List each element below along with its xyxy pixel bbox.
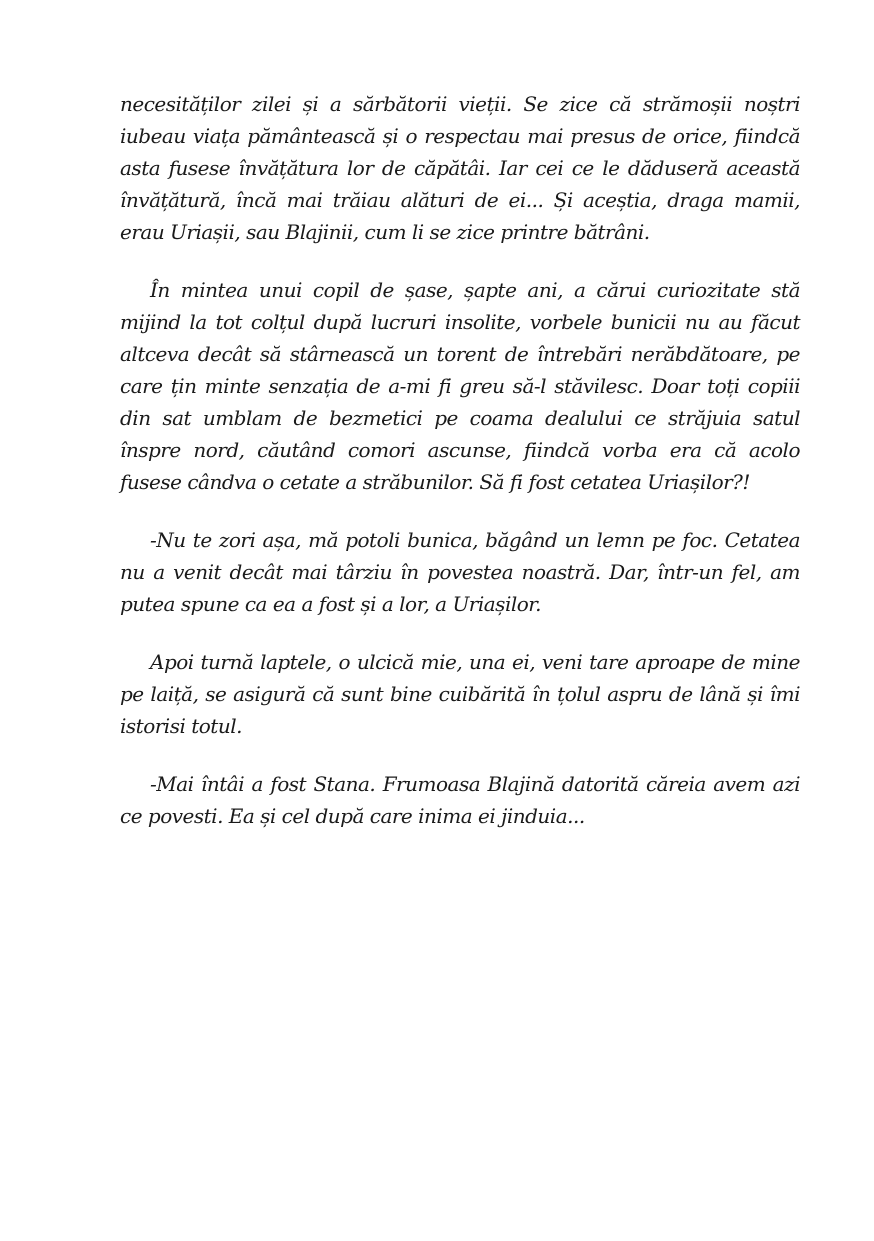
paragraph-2: În mintea unui copil de șase, șapte ani, a cărui curiozitate stă mijind la tot colțul după lucruri insolite, vorbele bunicii nu au făcut altceva decât să stârnească un torent de întrebări nerăbdătoare, pe care țin minte senzația de a-mi fi greu să-l stăvilesc. Doar toți copiii din sat umblam de bezmetici pe coama dealului ce străjuia satul înspre nord, căutând comori ascunse, fiindcă vorba era că acolo fusese cândva o cetate a străbunilor. Să fi fost cetatea Uriașilor?!	[120, 278, 800, 494]
paragraph-1: necesităților zilei și a sărbătorii vieții. Se zice că strămoșii noștri iubeau viața pământească și o respectau mai presus de orice, fiindcă asta fusese învățătura lor de căpătâi. Iar cei ce le dăduseră această învățătură, încă mai trăiau alături de ei... Și aceștia, draga mamii, erau Uriașii, sau Blajinii, cum li se zice printre bătrâni.	[120, 92, 800, 244]
page-body	[120, 88, 800, 858]
paragraph-4: Apoi turnă laptele, o ulcică mie, una ei, veni tare aproape de mine pe laiță, se asigură că sunt bine cuibărită în țolul aspru de lână și îmi istorisi totul.	[120, 650, 800, 738]
paragraph-5: -Mai întâi a fost Stana. Frumoasa Blajină datorită căreia avem azi ce povesti. Ea și cel după care inima ei jinduia...	[120, 772, 800, 828]
paragraph-3: -Nu te zori așa, mă potoli bunica, băgând un lemn pe foc. Cetatea nu a venit decât mai târziu în povestea noastră. Dar, într-un fel, am putea spune ca ea a fost și a lor, a Uriașilor.	[120, 528, 800, 616]
